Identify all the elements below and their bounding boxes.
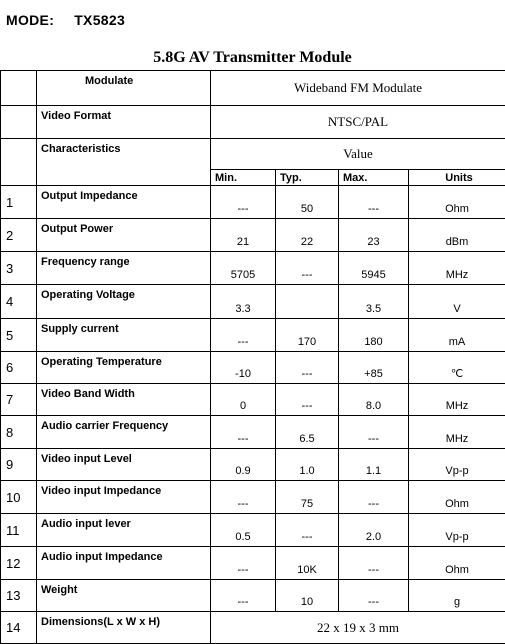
- max-value: 2.0: [339, 514, 409, 547]
- dimensions-value: 22 x 19 x 3 mm: [211, 612, 505, 644]
- mode-line: [6, 12, 125, 28]
- unit-value: Ohm: [409, 481, 505, 514]
- param-label: Modulate: [85, 75, 134, 87]
- table-row: [1, 186, 505, 219]
- unit-value: mA: [409, 319, 505, 352]
- num-cell: [1, 71, 37, 106]
- max-value: ---: [339, 416, 409, 449]
- num-cell: [1, 139, 37, 186]
- unit-value: Ohm: [409, 547, 505, 580]
- min-value: 0: [211, 384, 276, 416]
- min-value: 5705: [211, 252, 276, 285]
- max-value: ---: [339, 186, 409, 219]
- row-number: 9: [1, 449, 37, 481]
- num-cell: [1, 106, 37, 139]
- table-row: [1, 252, 505, 285]
- typ-value: ---: [276, 514, 339, 547]
- table-row: [1, 481, 505, 514]
- param-cell: [37, 71, 211, 106]
- max-value: 1.1: [339, 449, 409, 481]
- row-number: 2: [1, 219, 37, 252]
- col-header-units: Units: [409, 170, 505, 186]
- table-row: [1, 106, 505, 139]
- min-value: ---: [211, 319, 276, 352]
- table-row: [1, 71, 505, 106]
- param-label: Output Impedance: [37, 186, 211, 219]
- typ-value: 75: [276, 481, 339, 514]
- table-row: [1, 352, 505, 384]
- param-label: Audio input Impedance: [37, 547, 211, 580]
- min-value: 3.3: [211, 285, 276, 319]
- unit-value: MHz: [409, 416, 505, 449]
- spec-table: [0, 70, 505, 644]
- row-number: 10: [1, 481, 37, 514]
- row-number: 14: [1, 612, 37, 644]
- min-value: ---: [211, 186, 276, 219]
- table-row: [1, 139, 505, 170]
- typ-value: 10: [276, 580, 339, 612]
- param-label: Audio input lever: [37, 514, 211, 547]
- row-number: 1: [1, 186, 37, 219]
- typ-value: ---: [276, 352, 339, 384]
- param-label: Dimensions(L x W x H): [37, 612, 211, 644]
- param-label: Operating Temperature: [37, 352, 211, 384]
- row-number: 4: [1, 285, 37, 319]
- row-number: 13: [1, 580, 37, 612]
- min-value: ---: [211, 416, 276, 449]
- max-value: ---: [339, 580, 409, 612]
- value-header: Value: [211, 139, 505, 170]
- typ-value: 22: [276, 219, 339, 252]
- table-row: [1, 612, 505, 644]
- unit-value: MHz: [409, 252, 505, 285]
- typ-value: 50: [276, 186, 339, 219]
- video-format-value: NTSC/PAL: [211, 106, 505, 139]
- param-label: Frequency range: [37, 252, 211, 285]
- table-row: [1, 219, 505, 252]
- unit-value: ℃: [409, 352, 505, 384]
- max-value: ---: [339, 547, 409, 580]
- row-number: 5: [1, 319, 37, 352]
- table-row: [1, 384, 505, 416]
- row-number: 8: [1, 416, 37, 449]
- typ-value: ---: [276, 252, 339, 285]
- mode-label: MODE:: [6, 12, 55, 28]
- unit-value: MHz: [409, 384, 505, 416]
- param-label: Characteristics: [37, 139, 211, 186]
- unit-value: Vp-p: [409, 514, 505, 547]
- param-label: Video input Impedance: [37, 481, 211, 514]
- table-row: [1, 449, 505, 481]
- max-value: 180: [339, 319, 409, 352]
- min-value: ---: [211, 547, 276, 580]
- param-label: Weight: [37, 580, 211, 612]
- param-label: Audio carrier Frequency: [37, 416, 211, 449]
- param-label: Supply current: [37, 319, 211, 352]
- row-number: 11: [1, 514, 37, 547]
- typ-value: 1.0: [276, 449, 339, 481]
- min-value: ---: [211, 481, 276, 514]
- param-label: Video Band Width: [37, 384, 211, 416]
- table-row: [1, 547, 505, 580]
- max-value: ---: [339, 481, 409, 514]
- typ-value: 170: [276, 319, 339, 352]
- row-number: 3: [1, 252, 37, 285]
- table-row: [1, 580, 505, 612]
- unit-value: dBm: [409, 219, 505, 252]
- min-value: 21: [211, 219, 276, 252]
- max-value: 8.0: [339, 384, 409, 416]
- max-value: 3.5: [339, 285, 409, 319]
- unit-value: g: [409, 580, 505, 612]
- unit-value: Ohm: [409, 186, 505, 219]
- table-row: [1, 514, 505, 547]
- unit-value: V: [409, 285, 505, 319]
- min-value: ---: [211, 580, 276, 612]
- row-number: 6: [1, 352, 37, 384]
- unit-value: Vp-p: [409, 449, 505, 481]
- table-row: [1, 416, 505, 449]
- col-header-typ: Typ.: [276, 170, 339, 186]
- param-label: Operating Voltage: [37, 285, 211, 319]
- param-label: Output Power: [37, 219, 211, 252]
- row-number: 7: [1, 384, 37, 416]
- col-header-max: Max.: [339, 170, 409, 186]
- modulation-value: Wideband FM Modulate: [211, 71, 505, 106]
- min-value: 0.5: [211, 514, 276, 547]
- page-title: 5.8G AV Transmitter Module: [153, 49, 352, 66]
- max-value: +85: [339, 352, 409, 384]
- col-header-min: Min.: [211, 170, 276, 186]
- mode-value: TX5823: [74, 12, 126, 28]
- typ-value: [276, 285, 339, 319]
- param-label: Video input Level: [37, 449, 211, 481]
- typ-value: 10K: [276, 547, 339, 580]
- table-row: [1, 285, 505, 319]
- spec-rows: [1, 186, 505, 612]
- row-number: 12: [1, 547, 37, 580]
- typ-value: ---: [276, 384, 339, 416]
- max-value: 23: [339, 219, 409, 252]
- min-value: -10: [211, 352, 276, 384]
- max-value: 5945: [339, 252, 409, 285]
- typ-value: 6.5: [276, 416, 339, 449]
- param-label: Video Format: [37, 106, 211, 139]
- min-value: 0.9: [211, 449, 276, 481]
- table-row: [1, 319, 505, 352]
